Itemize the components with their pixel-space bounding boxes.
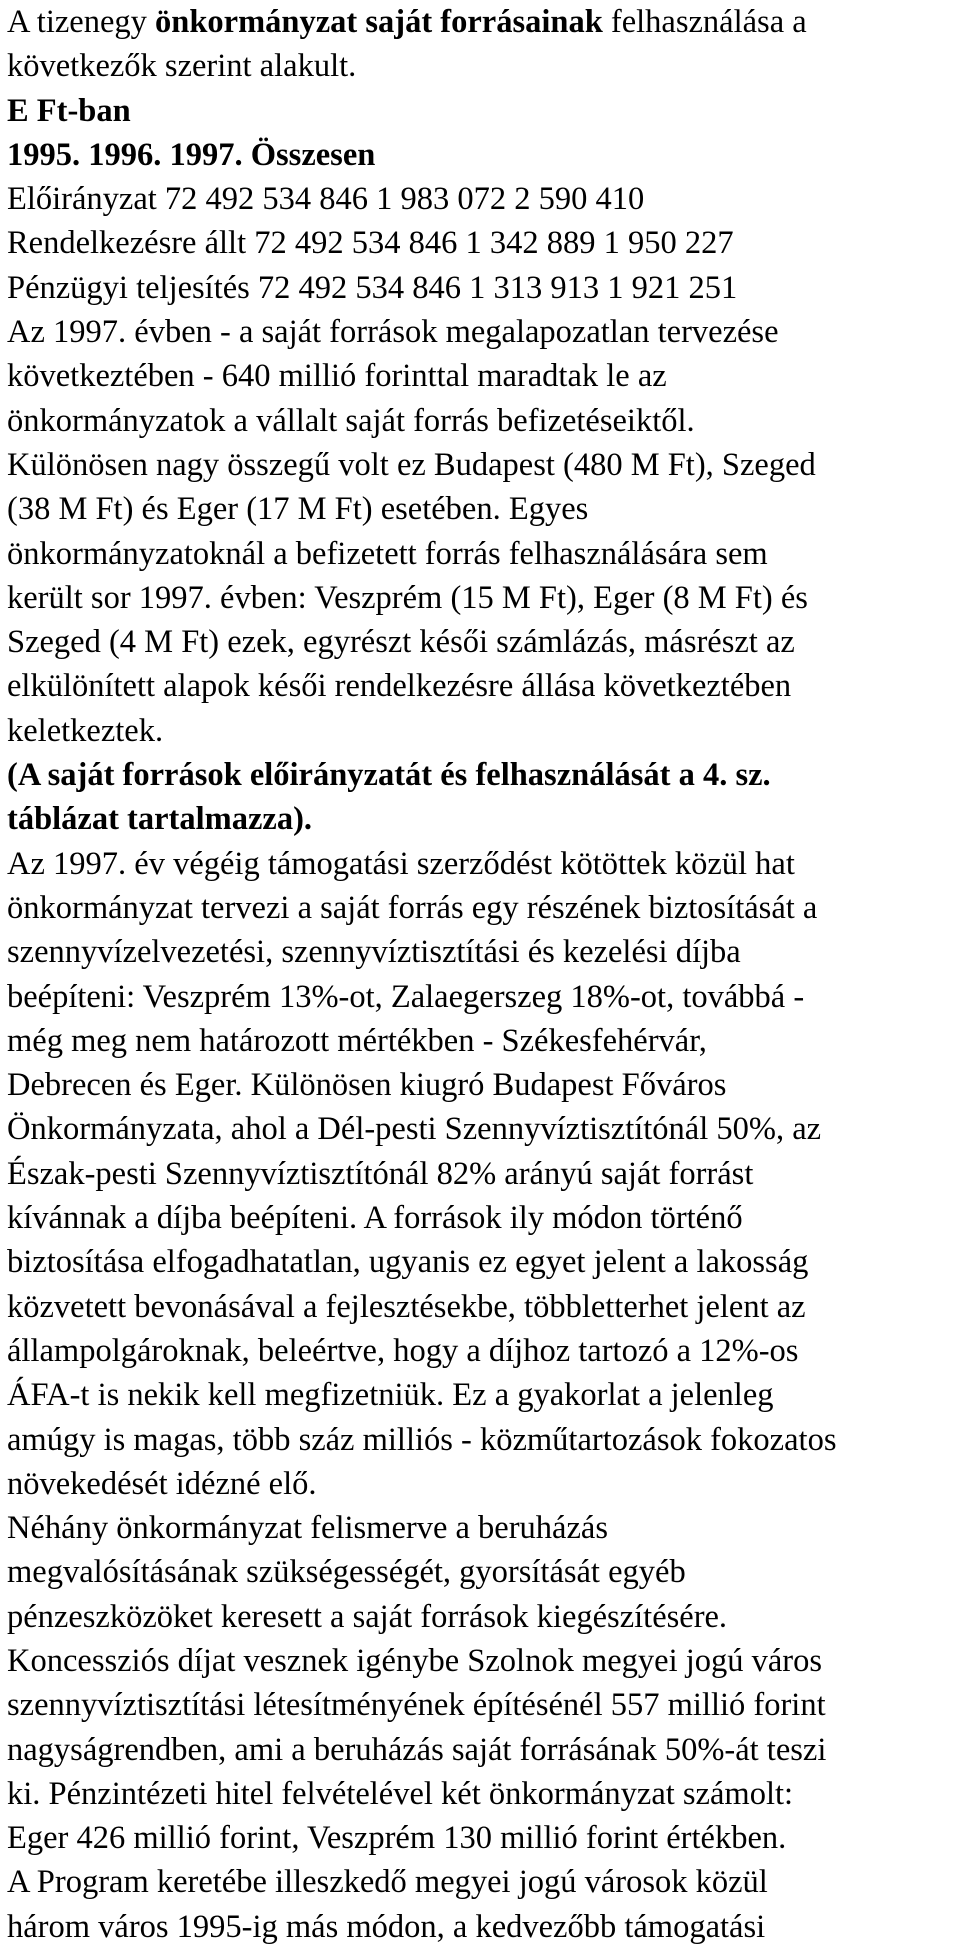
para2-line: Az 1997. év végéig támogatási szerződést kötöttek közül hat: [7, 845, 795, 882]
intro-bold-text: önkormányzat saját forrásainak: [155, 4, 603, 40]
para2-line: növekedését idézné elő.: [7, 1465, 317, 1502]
intro-text-end: felhasználása a: [602, 4, 807, 40]
para1-line: Az 1997. évben - a saját források megalapozatlan tervezése: [7, 314, 779, 351]
para1-line: került sor 1997. évben: Veszprém (15 M Ft), Eger (8 M Ft) és: [7, 579, 808, 616]
para3-line: szennyvíztisztítási létesítményének építésénél 557 millió forint: [7, 1687, 826, 1724]
table-row: Rendelkezésre állt 72 492 534 846 1 342 889 1 950 227: [7, 225, 734, 262]
table-row: Pénzügyi teljesítés 72 492 534 846 1 313 913 1 921 251: [7, 269, 738, 306]
para3-line: Eger 426 millió forint, Veszprém 130 millió forint értékben.: [7, 1820, 787, 1857]
para2-line: ÁFA-t is nekik kell megfizetniük. Ez a gyakorlat a jelenleg: [7, 1377, 774, 1414]
para2-line: kívánnak a díjba beépíteni. A források ily módon történő: [7, 1200, 743, 1237]
table-row: Előirányzat 72 492 534 846 1 983 072 2 590 410: [7, 181, 645, 218]
para1-line: (38 M Ft) és Eger (17 M Ft) esetében. Egyes: [7, 491, 589, 528]
para1-line: Különösen nagy összegű volt ez Budapest (480 M Ft), Szeged: [7, 446, 816, 483]
table-unit: E Ft-ban: [7, 92, 131, 129]
para3-line: megvalósításának szükségességét, gyorsítását egyéb: [7, 1554, 686, 1591]
para3-line: Koncessziós díjat vesznek igénybe Szolnok megyei jogú város: [7, 1642, 823, 1679]
para3-line: nagyságrendben, ami a beruházás saját forrásának 50%-át teszi: [7, 1731, 827, 1768]
intro-line-1: [7, 0, 957, 44]
para2-line: beépíteni: Veszprém 13%-ot, Zalaegerszeg 18%-ot, továbbá -: [7, 978, 805, 1015]
para2-line: önkormányzat tervezi a saját forrás egy részének biztosítását a: [7, 889, 818, 926]
para1-line: következtében - 640 millió forinttal maradtak le az: [7, 358, 667, 395]
para2-line: még meg nem határozott mértékben - Székesfehérvár,: [7, 1022, 707, 1059]
para2-line: biztosítása elfogadhatatlan, ugyanis ez egyet jelent a lakosság: [7, 1244, 809, 1281]
intro-line-2: következők szerint alakult.: [7, 48, 357, 85]
para1-line: keletkeztek.: [7, 712, 164, 749]
para2-line: Észak-pesti Szennyvíztisztítónál 82% arányú saját forrást: [7, 1155, 754, 1192]
para2-line: Önkormányzata, ahol a Dél-pesti Szennyvíztisztítónál 50%, az: [7, 1111, 822, 1148]
para3-line: pénzeszközöket keresett a saját források kiegészítésére.: [7, 1598, 728, 1635]
para2-line: állampolgároknak, beleértve, hogy a díjhoz tartozó a 12%-os: [7, 1332, 799, 1369]
intro-text: A tizenegy: [7, 4, 156, 40]
para1-line: elkülönített alapok késői rendelkezésre állása következtében: [7, 668, 792, 705]
para1-line: önkormányzatok a vállalt saját forrás befizetéseiktől.: [7, 402, 695, 439]
table-header: 1995. 1996. 1997. Összesen: [7, 136, 376, 173]
para3-line: A Program keretébe illeszkedő megyei jogú városok közül: [7, 1864, 768, 1901]
para3-line: ki. Pénzintézeti hitel felvételével két önkormányzat számolt:: [7, 1775, 794, 1812]
para1-line: Szeged (4 M Ft) ezek, egyrészt késői számlázás, másrészt az: [7, 624, 795, 661]
document-page: [7, 0, 957, 1949]
para3-line: három város 1995-ig más módon, a kedvezőbb támogatási: [7, 1908, 766, 1945]
para1-line: önkormányzatoknál a befizetett forrás felhasználására sem: [7, 535, 768, 572]
para3-line: Néhány önkormányzat felismerve a beruházás: [7, 1510, 608, 1547]
para2-line: amúgy is magas, több száz milliós - közműtartozások fokozatos: [7, 1421, 837, 1458]
para2-line: Debrecen és Eger. Különösen kiugró Budapest Főváros: [7, 1067, 727, 1104]
note-line: táblázat tartalmazza).: [7, 801, 313, 838]
para2-line: szennyvízelvezetési, szennyvíztisztítási és kezelési díjba: [7, 934, 741, 971]
note-line: (A saját források előirányzatát és felhasználását a 4. sz.: [7, 757, 771, 794]
para2-line: közvetett bevonásával a fejlesztésekbe, többletterhet jelent az: [7, 1288, 806, 1325]
